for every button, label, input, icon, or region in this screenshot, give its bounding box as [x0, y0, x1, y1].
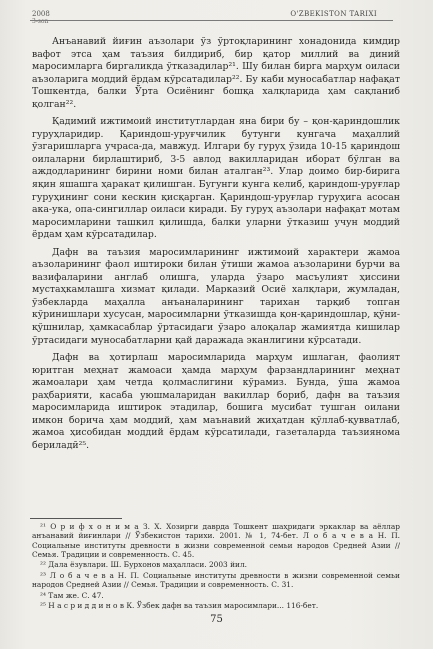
page-number: 75	[210, 614, 223, 625]
footnote: ²² Дала ёзувлари. Ш. Бурхонов маҳалласи. 2003 йил.	[40, 560, 247, 570]
header-issue: 3-son	[32, 18, 49, 25]
footnote: ²³ Л о б а ч е в а Н. П. Социальные институты древности в жизни современной семьи народов Средней Азии // Семья. Традиции и современность. С. 31.	[32, 570, 400, 590]
paragraph: Дафн ва ҳотирлаш маросимларида марҳум ишлаган, фаолият юритган меҳнат жамоаси ҳамда марҳум фарзандларининг меҳнат жамоалари ҳам четда қолмаслигини кўрамиз. Бунда, ўша жамоа раҳбарияти, касаба уюшмаларидан вакиллар бориб, дафн ва таъзия маросимларида иштирок этадилар, бошига мусибат тушган оилани имкон борича ҳам моддий, ҳам маънавий жиҳатдан қўллаб-қувватлаб, жамоа ҳисобидан моддий ёрдам кўрсатилади, газеталарда таъзиянома бериладӣ²⁵.	[32, 352, 400, 451]
article-body	[32, 36, 400, 458]
footnote-rule	[30, 518, 122, 519]
footnote: ²⁴ Там же. С. 47.	[40, 590, 104, 600]
footnote: ²⁵ Н а с р и д д и н о в К. Ўзбек дафн ва таъзия маросимлари... 116-бет.	[40, 601, 319, 611]
footnote: ²¹ О р и ф х о н и м а З. Х. Хозирги даврда Тошкент шаҳридаги эркаклар ва аёллар анъанавий йиғинлари // Ўзбекистон тарихи. 2001. № 1, 74-бет. Л о б а ч е в а Н. П. Социальные институты древности в жизни современной семьи народов Средней Азии // Семья. Традиции и современность. С. 45.	[32, 522, 400, 559]
header-year: 2008	[32, 10, 50, 18]
paragraph: Анъанавий йиғин аъзолари ўз ўртоқларининг хонадонида кимдир вафот этса ҳам таъзия билдириб, бир қатор миллий ва диний маросимларга биргаликда ўтказадилар²¹. Шу билан бирга марҳум оиласи аъзоларига моддий ёрдам кўрсатадилар²². Бу каби муносабатлар нафақат Тошкентда, балки Ўрта Осиёнинг бошқа халқларида ҳам сақланиб қолган²².	[32, 36, 400, 110]
paragraph: Қадимий ижтимоий институтлардан яна бири бу – қон-қариндошлик гуруҳларидир. Қариндош-уруғчилик бутунги кунгача маҳаллий ўзгаришларга учраса-да, мавжуд. Илгари бу гуруҳ ўзида 10-15 қариндош оилаларни бирлаштириб, 3-5 авлод вакилларидан иборат бўлган ва аждодларининг бирини номи билан аталган²³. Улар доимо бир-бирига яқин яшашга ҳаракат қилишган. Бугунги кунга келиб, қариндош-уруғлар гуруҳининг сони кескин қисқарган. Қариндош-уруғлар гуруҳига асосан ака-ука, опа-сингиллар оиласи киради. Бу гуруҳ аъзолари нафақат мотам маросимларини ташкил қилишда, балки уларни ўтказиш учун моддий ёрдам ҳам кўрсатадилар.	[32, 116, 400, 241]
header-journal-title: O'ZBEKISTON TARIXI	[290, 10, 377, 18]
footnotes	[32, 522, 400, 612]
paragraph: Дафн ва таъзия маросимларининг ижтимоий характери жамоа аъзоларининг фаол иштироки билан ўтиши жамоа аъзоларини бурчи ва вазифаларини англаб олишга, уларда ўзаро масъулият ҳиссини мустаҳкамлашга хизмат қилади. Марказий Осиё халқлари, жумладан, ўзбекларда маҳалла анъаналарининг тарихан тарқиб топган кўринишлари хусусан, маросимларни ўтказишда қон-қариндошлар, қўни-қўшнилар, ҳамкасаблар ўртасидаги ўзаро алоқалар жамиятда кишилар ўртасидаги муносабатларни қай даражада эканлигини кўрсатади.	[32, 246, 400, 346]
header-rule	[30, 20, 393, 21]
